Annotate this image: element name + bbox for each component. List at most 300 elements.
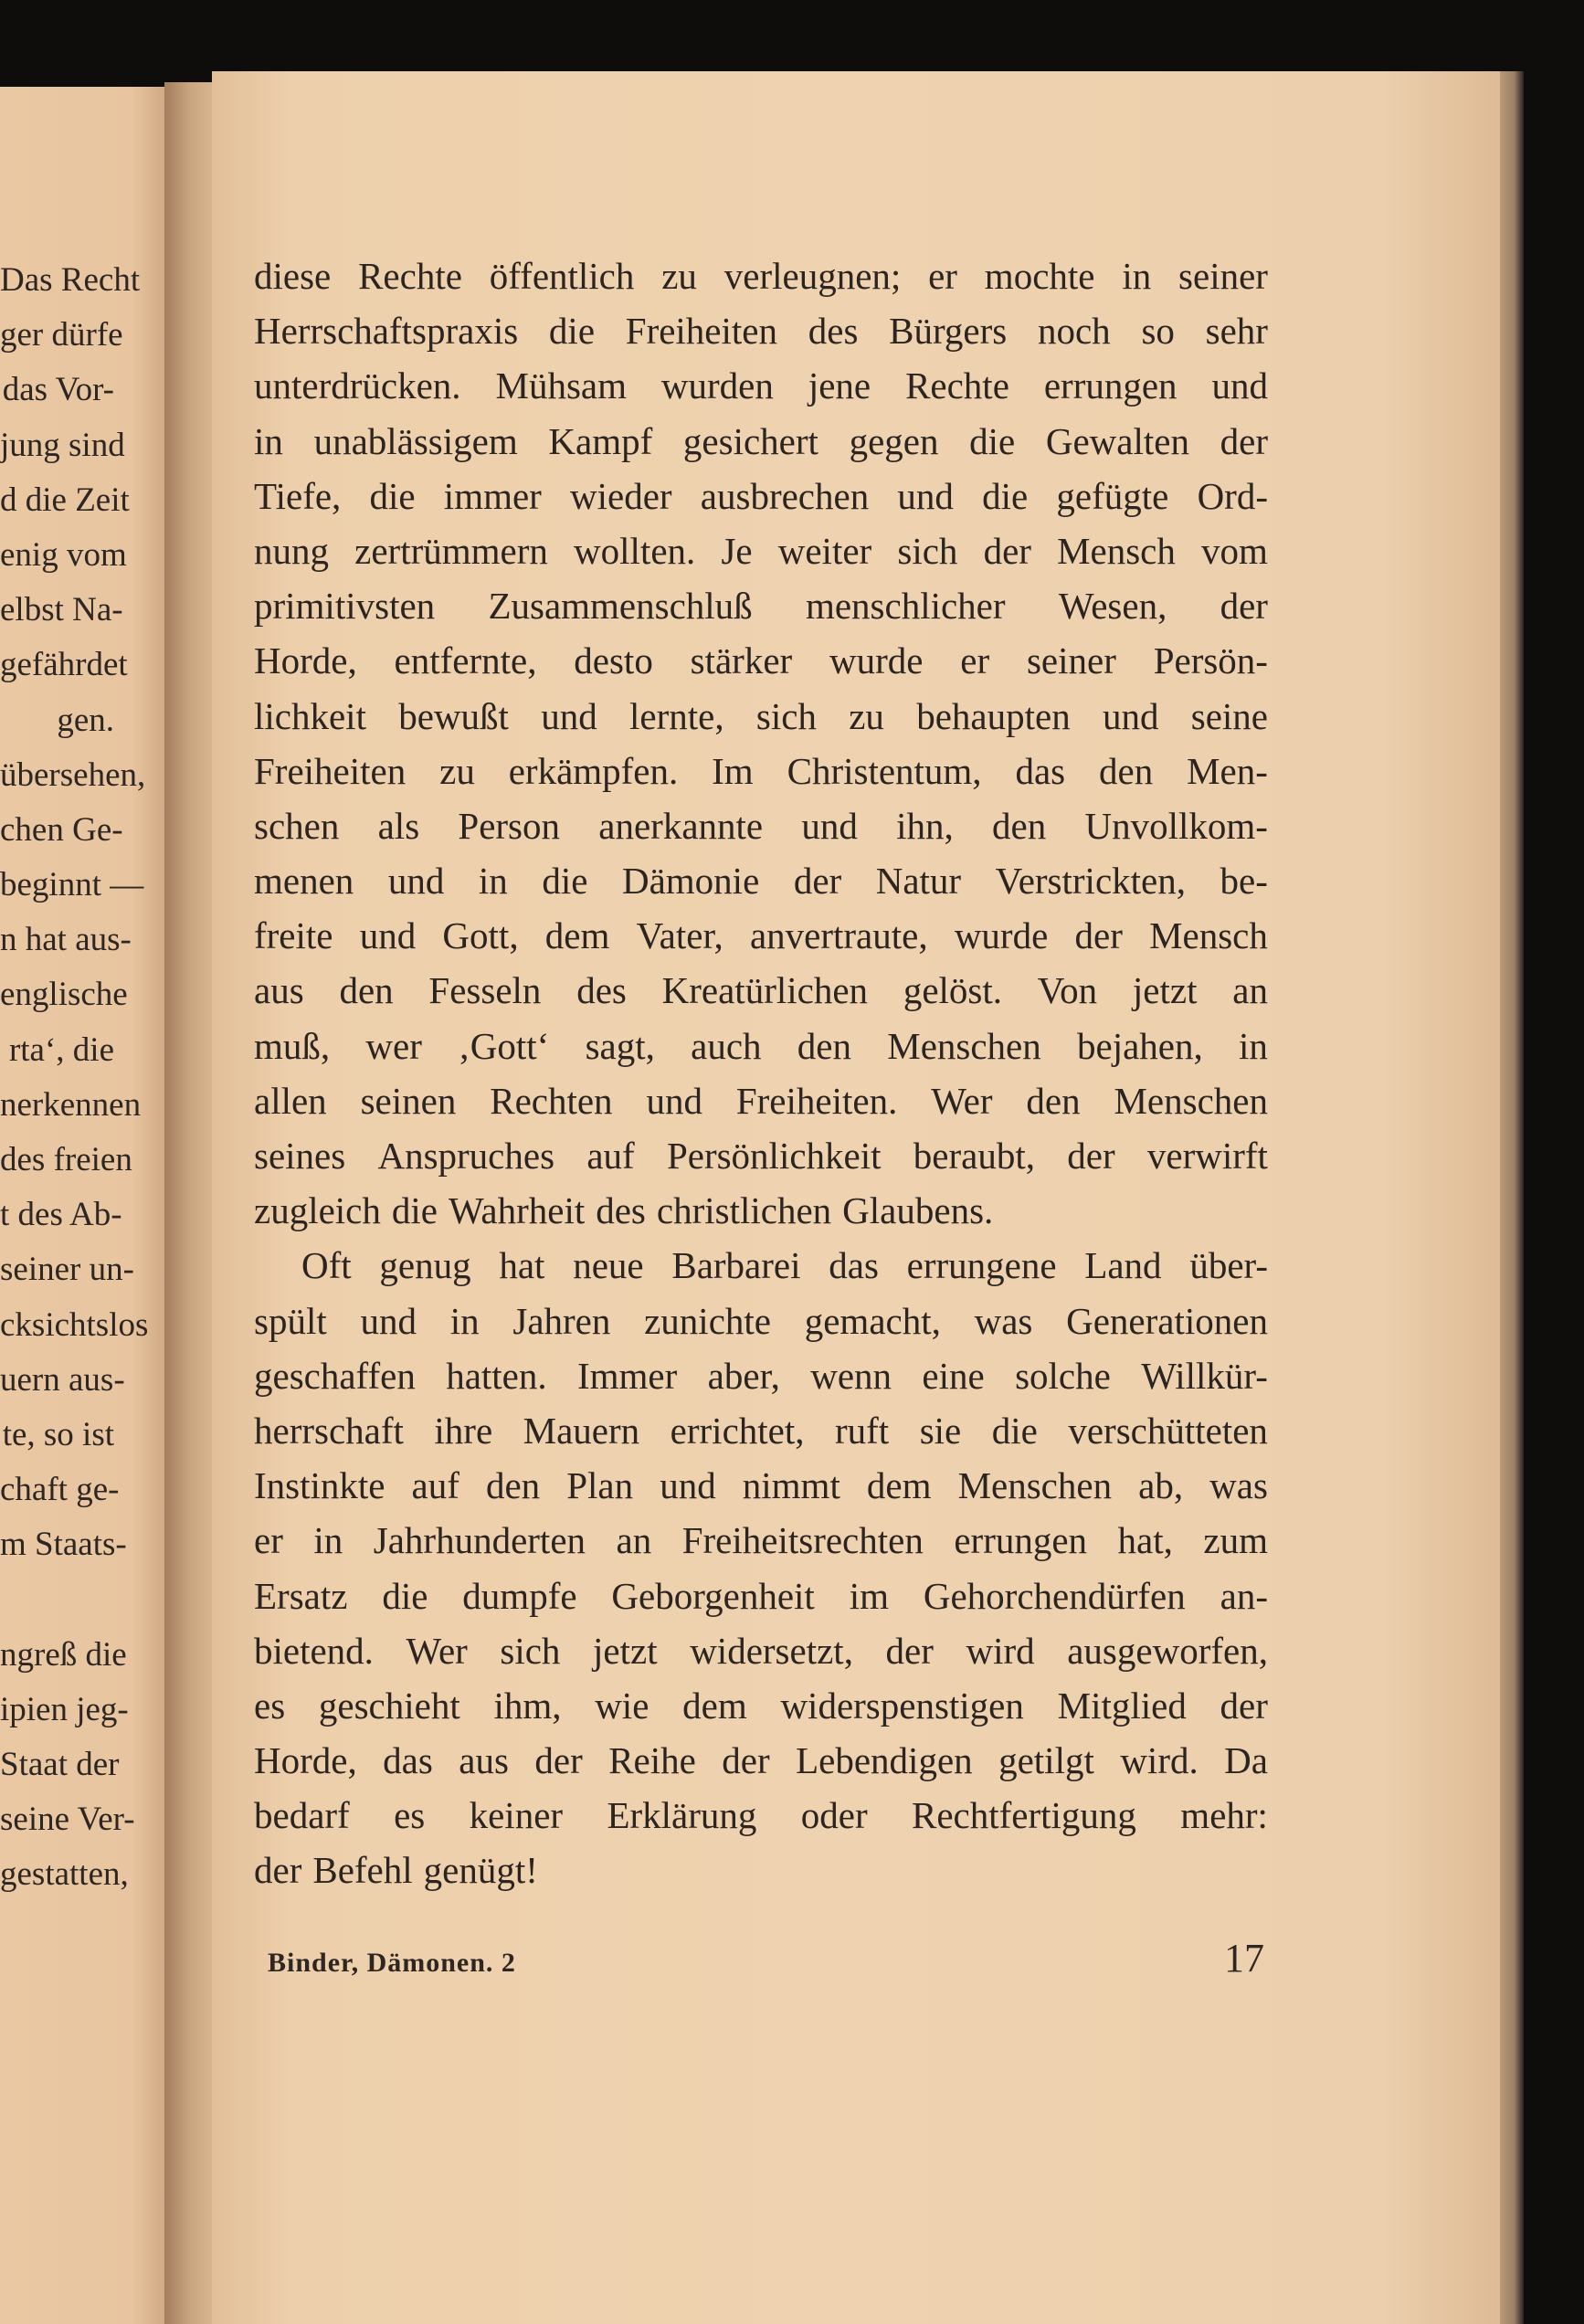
word: beraubt, [913,1135,1035,1177]
word: verschütteten [1068,1409,1268,1452]
text-line [254,689,1268,744]
word: des [596,1189,646,1232]
word: Barbarei [671,1244,801,1287]
word: aber, [707,1354,780,1397]
word: erkämpfen. [508,749,679,792]
word: Dämonie [621,860,760,903]
word: dem [682,1684,747,1727]
word: neue [573,1244,644,1287]
word: entfernte, [394,639,537,682]
word: dem [544,914,610,957]
word: den [797,1024,851,1067]
text-line [254,1348,1268,1403]
text-line [254,1183,1268,1238]
word: nimmt [742,1464,840,1507]
text-line [254,414,1268,469]
word: und [359,914,417,957]
previous-page-line: t des Ab- [0,1196,122,1234]
previous-page-line: uern aus- [0,1360,125,1399]
text-line [254,578,1268,633]
word: Gehorchendürfen [923,1574,1186,1617]
word: so [1141,310,1175,353]
word: als [377,804,420,847]
word: an- [1220,1574,1268,1617]
word: sich [897,529,958,572]
word: hat [499,1244,545,1287]
word: seinen [360,1079,457,1122]
text-line [254,963,1268,1018]
previous-page-line: ngreß die [0,1635,127,1674]
word: des [576,969,627,1012]
word: seiner [1178,255,1268,297]
word: in [1238,1024,1268,1067]
word: sich [755,694,817,737]
word: getilgt [998,1739,1094,1782]
previous-page-line: das Vor- [2,371,114,409]
word: noch [1037,310,1111,353]
word: der [793,860,842,903]
previous-page-line: nerkennen [0,1085,142,1124]
word: Ersatz [254,1574,348,1617]
word: das [1015,749,1066,792]
word: verwirft [1146,1135,1268,1177]
word: widerspenstigen [780,1684,1024,1727]
word: immer [443,474,542,517]
word: ab, [1138,1464,1184,1507]
word: Mensch [1149,914,1268,957]
word: Persön- [1153,639,1268,682]
word: unablässigem [313,419,518,462]
word: Mitglied [1057,1684,1187,1727]
word: und [1211,364,1268,407]
word: der [254,1849,302,1892]
word: es [394,1794,426,1837]
word: Freiheiten. [735,1079,898,1122]
text-line [254,303,1268,358]
word: diese [254,255,332,297]
word: die [391,1189,438,1232]
previous-page-line: d die Zeit [0,481,130,519]
word: Rechte [358,255,462,297]
word: herrschaft [254,1409,404,1452]
word: auf [411,1464,459,1507]
word: Geborgenheit [611,1574,815,1617]
text-line [254,1128,1268,1183]
word: ihn, [896,804,954,847]
word: Zusammenschluß [488,585,753,628]
word: sie [919,1409,962,1452]
word: der [1074,914,1123,957]
word: Jahren [512,1299,611,1342]
word: Da [1224,1739,1268,1782]
word: Gewalten [1045,419,1189,462]
word: die [991,1409,1038,1452]
previous-page-line: Staat der [0,1746,120,1784]
word: auch [691,1024,762,1067]
text-line [254,908,1268,963]
word: Horde, [254,639,357,682]
previous-page-line: übersehen, [0,755,146,794]
word: Freiheiten [254,749,407,792]
previous-page-line: Das Recht [0,261,141,299]
word: den [485,1464,541,1507]
word: Oft [301,1244,352,1287]
word: ‚Gott‘ [458,1024,550,1067]
word: und [541,694,597,737]
word: im [849,1574,889,1617]
previous-page-line: seine Ver- [0,1801,135,1839]
text-line [254,1843,1268,1897]
word: über- [1189,1244,1268,1287]
word: unterdrücken. [254,364,461,407]
word: nung [254,529,329,572]
word: in [449,1299,480,1342]
word: öffentlich [489,255,635,297]
word: christlichen [656,1189,832,1232]
word: Rechtfertigung [912,1794,1136,1837]
word: wollten. [574,529,696,572]
previous-page-line: beginnt — [0,866,144,904]
word: Kreatürlichen [661,969,869,1012]
word: wurde [954,914,1049,957]
previous-page-line: ipien jeg- [0,1690,129,1728]
previous-page-line [0,1573,114,1628]
word: Ord- [1197,474,1268,517]
word: Jahrhunderten [373,1519,586,1562]
previous-page-line: cksichtslos [0,1305,149,1344]
word: jetzt [1132,969,1198,1012]
word: bedarf [254,1794,350,1837]
word: die [982,474,1029,517]
word: verleugnen; [723,255,902,297]
word: es [254,1684,286,1727]
word: errichtet, [670,1409,805,1452]
word: wurde [829,639,924,682]
word: seiner [1026,639,1116,682]
previous-page-line: chaft ge- [0,1471,120,1509]
previous-page-line: des freien [0,1141,132,1178]
word: Reihe [608,1739,696,1782]
word: Bürgers [889,310,1008,353]
word: schen [254,804,340,847]
word: widersetzt, [690,1629,853,1672]
word: Horde, [254,1739,357,1782]
word: zugleich [254,1189,381,1232]
text-line [254,358,1268,413]
previous-page-line: m Staats- [0,1526,127,1564]
word: Tiefe, [254,474,342,517]
word: be- [1220,860,1268,903]
text-line [254,1294,1268,1348]
text-line [254,1403,1268,1458]
word: der [885,1629,934,1672]
text-line [254,798,1268,853]
word: wurden [660,364,774,407]
word: ruft [835,1409,890,1452]
text-line [254,1788,1268,1843]
page-number: 17 [1224,1936,1264,1981]
word: ihre [434,1409,493,1452]
word: den [1099,749,1154,792]
word: Glaubens. [842,1189,994,1232]
word: wieder [570,474,672,517]
word: bietend. [254,1629,374,1672]
text-line [254,248,1268,303]
word: Persönlichkeit [666,1135,882,1177]
word: solche [1015,1354,1111,1397]
word: den [1026,1079,1081,1122]
word: Freiheiten [625,310,777,353]
word: geschieht [318,1684,460,1727]
word: behaupten [916,694,1071,737]
word: Menschen [1114,1079,1268,1122]
word: bejahen, [1077,1024,1203,1067]
word: gelöst. [903,969,1002,1012]
word: zu [661,255,697,297]
word: zu [439,749,475,792]
text-line [254,1019,1268,1073]
word: und [387,860,445,903]
previous-page-line: n hat aus- [0,921,132,959]
word: Rechte [905,364,1009,407]
text-line [254,1513,1268,1568]
previous-page-line: gen. [57,701,114,739]
word: Anspruches [377,1135,555,1177]
word: Unvollkom- [1084,804,1268,847]
text-line [254,1458,1268,1513]
word: keiner [469,1794,564,1837]
word: Person [458,804,561,847]
word: menschlicher [805,585,1006,628]
word: lernte, [629,694,724,737]
word: an [616,1519,652,1562]
word: bewußt [398,694,509,737]
word: er [254,1519,283,1562]
text-line [254,1678,1268,1733]
previous-page-line: rta‘, die [8,1030,114,1069]
text-line [254,633,1268,688]
word: und [1102,694,1159,737]
word: Herrschaftspraxis [254,310,519,353]
text-line [254,1733,1268,1788]
word: und [660,1464,716,1507]
word: was [1209,1464,1268,1507]
word: Wesen, [1058,585,1167,628]
word: jetzt [593,1629,658,1672]
word: und [360,1299,417,1342]
word: errungen [954,1519,1088,1562]
word: der [1220,585,1268,628]
word: wie [595,1684,649,1727]
word: wenn [810,1354,892,1397]
word: ihm, [493,1684,562,1727]
word: anerkannte [598,804,764,847]
word: spült [254,1299,327,1342]
text-line [254,1623,1268,1678]
word: Fesseln [428,969,542,1012]
text-line [254,853,1268,908]
word: Kampf [548,419,653,462]
word: ausgeworfen, [1067,1629,1268,1672]
word: und [801,804,858,847]
previous-page-line: gefährdet [0,646,128,684]
word: Men- [1187,749,1268,792]
word: und [897,474,954,517]
word: hat, [1117,1519,1173,1562]
previous-page [0,87,187,2324]
word: eine [922,1354,985,1397]
word: Wer [931,1079,993,1122]
word: den [992,804,1047,847]
word: und [646,1079,702,1122]
previous-page-line: ger dürfe [0,316,123,354]
word: wird. [1120,1739,1199,1782]
word: Je [721,529,753,572]
word: allen [254,1079,327,1122]
text-line [254,744,1268,798]
text-line [254,1073,1268,1128]
word: Im [712,749,754,792]
word: genügt! [423,1849,538,1892]
word: errungene [906,1244,1057,1287]
word: der [1220,1684,1268,1727]
word: lichkeit [254,694,366,737]
word: Immer [577,1354,678,1397]
word: mehr: [1180,1794,1268,1837]
word: gegen [849,419,939,462]
previous-page-line: jung sind [0,426,125,464]
word: Von [1037,969,1098,1012]
word: das [383,1739,433,1782]
word: Wer [406,1629,468,1672]
word: anvertraute, [749,914,928,957]
word: dem [866,1464,932,1507]
word: Plan [566,1464,634,1507]
word: genug [379,1244,471,1287]
word: Land [1084,1244,1162,1287]
word: Vater, [636,914,723,957]
text-line [254,1569,1268,1623]
word: der [983,529,1031,572]
previous-page-line: elbst Na- [0,591,123,629]
word: an [1232,969,1268,1012]
word: Erklärung [607,1794,757,1837]
word: aus [459,1739,509,1782]
page-body-text [254,248,1268,1898]
word: Lebendigen [796,1739,973,1782]
word: in [313,1519,343,1562]
word: dumpfe [462,1574,577,1617]
word: den [339,969,394,1012]
word: er [928,255,957,297]
word: oder [800,1794,868,1837]
word: freite [254,914,333,957]
text-line [254,523,1268,578]
previous-page-line: seiner un- [0,1251,134,1289]
previous-page-line: gestatten, [0,1855,129,1894]
word: muß, [254,1024,331,1067]
word: zertrümmern [354,529,548,572]
word: Mauern [523,1409,640,1452]
previous-page-text [0,253,149,1903]
word: die [548,310,596,353]
word: ausbrechen [700,474,870,517]
word: desto [574,639,653,682]
text-line [254,1238,1268,1293]
word: in [478,860,508,903]
word: Menschen [957,1464,1113,1507]
word: Menschen [887,1024,1041,1067]
word: wer [365,1024,422,1067]
word: hatten. [446,1354,547,1397]
word: vom [1201,529,1268,572]
word: aus [254,969,304,1012]
word: gefügte [1056,474,1169,517]
word: das [829,1244,879,1287]
previous-page-line: te, so ist [2,1415,114,1453]
word: sagt, [585,1024,655,1067]
word: errungen [1043,364,1177,407]
word: Willkür- [1141,1354,1268,1397]
word: des [808,310,859,353]
word: der [1220,419,1268,462]
word: Natur [875,860,962,903]
word: der [722,1739,770,1782]
word: sich [500,1629,561,1672]
word: seine [1190,694,1268,737]
word: Freiheitsrechten [681,1519,924,1562]
word: zum [1203,1519,1268,1562]
word: die [369,474,416,517]
word: zunichte [644,1299,771,1342]
word: die [382,1574,428,1617]
word: mochte [984,255,1095,297]
word: menen [254,860,354,903]
word: Gott, [442,914,519,957]
word: Mühsam [495,364,627,407]
text-line [254,469,1268,523]
word: Generationen [1066,1299,1268,1342]
word: jene [808,364,871,407]
word: Verstrickten, [995,860,1186,903]
footer-signature: Binder, Dämonen. 2 [268,1948,516,1978]
word: zu [849,694,884,737]
word: Christentum, [787,749,982,792]
word: was [974,1299,1033,1342]
word: primitivsten [254,585,436,628]
word: sehr [1205,310,1268,353]
word: wird [966,1629,1035,1672]
word: Instinkte [254,1464,385,1507]
previous-page-line: enig vom [0,535,127,574]
word: der [1067,1135,1115,1177]
word: gesichert [682,419,818,462]
word: auf [586,1135,635,1177]
word: Mensch [1057,529,1176,572]
word: in [254,419,283,462]
page-edge [1500,71,1524,2324]
word: in [1122,255,1152,297]
word: seines [254,1135,346,1177]
word: er [960,639,990,682]
word: stärker [690,639,793,682]
word: die [969,419,1016,462]
word: der [534,1739,583,1782]
previous-page-line: chen Ge- [0,810,123,849]
word: Befehl [312,1849,413,1892]
previous-page-line: englische [0,976,128,1014]
word: Wahrheit [448,1189,586,1232]
